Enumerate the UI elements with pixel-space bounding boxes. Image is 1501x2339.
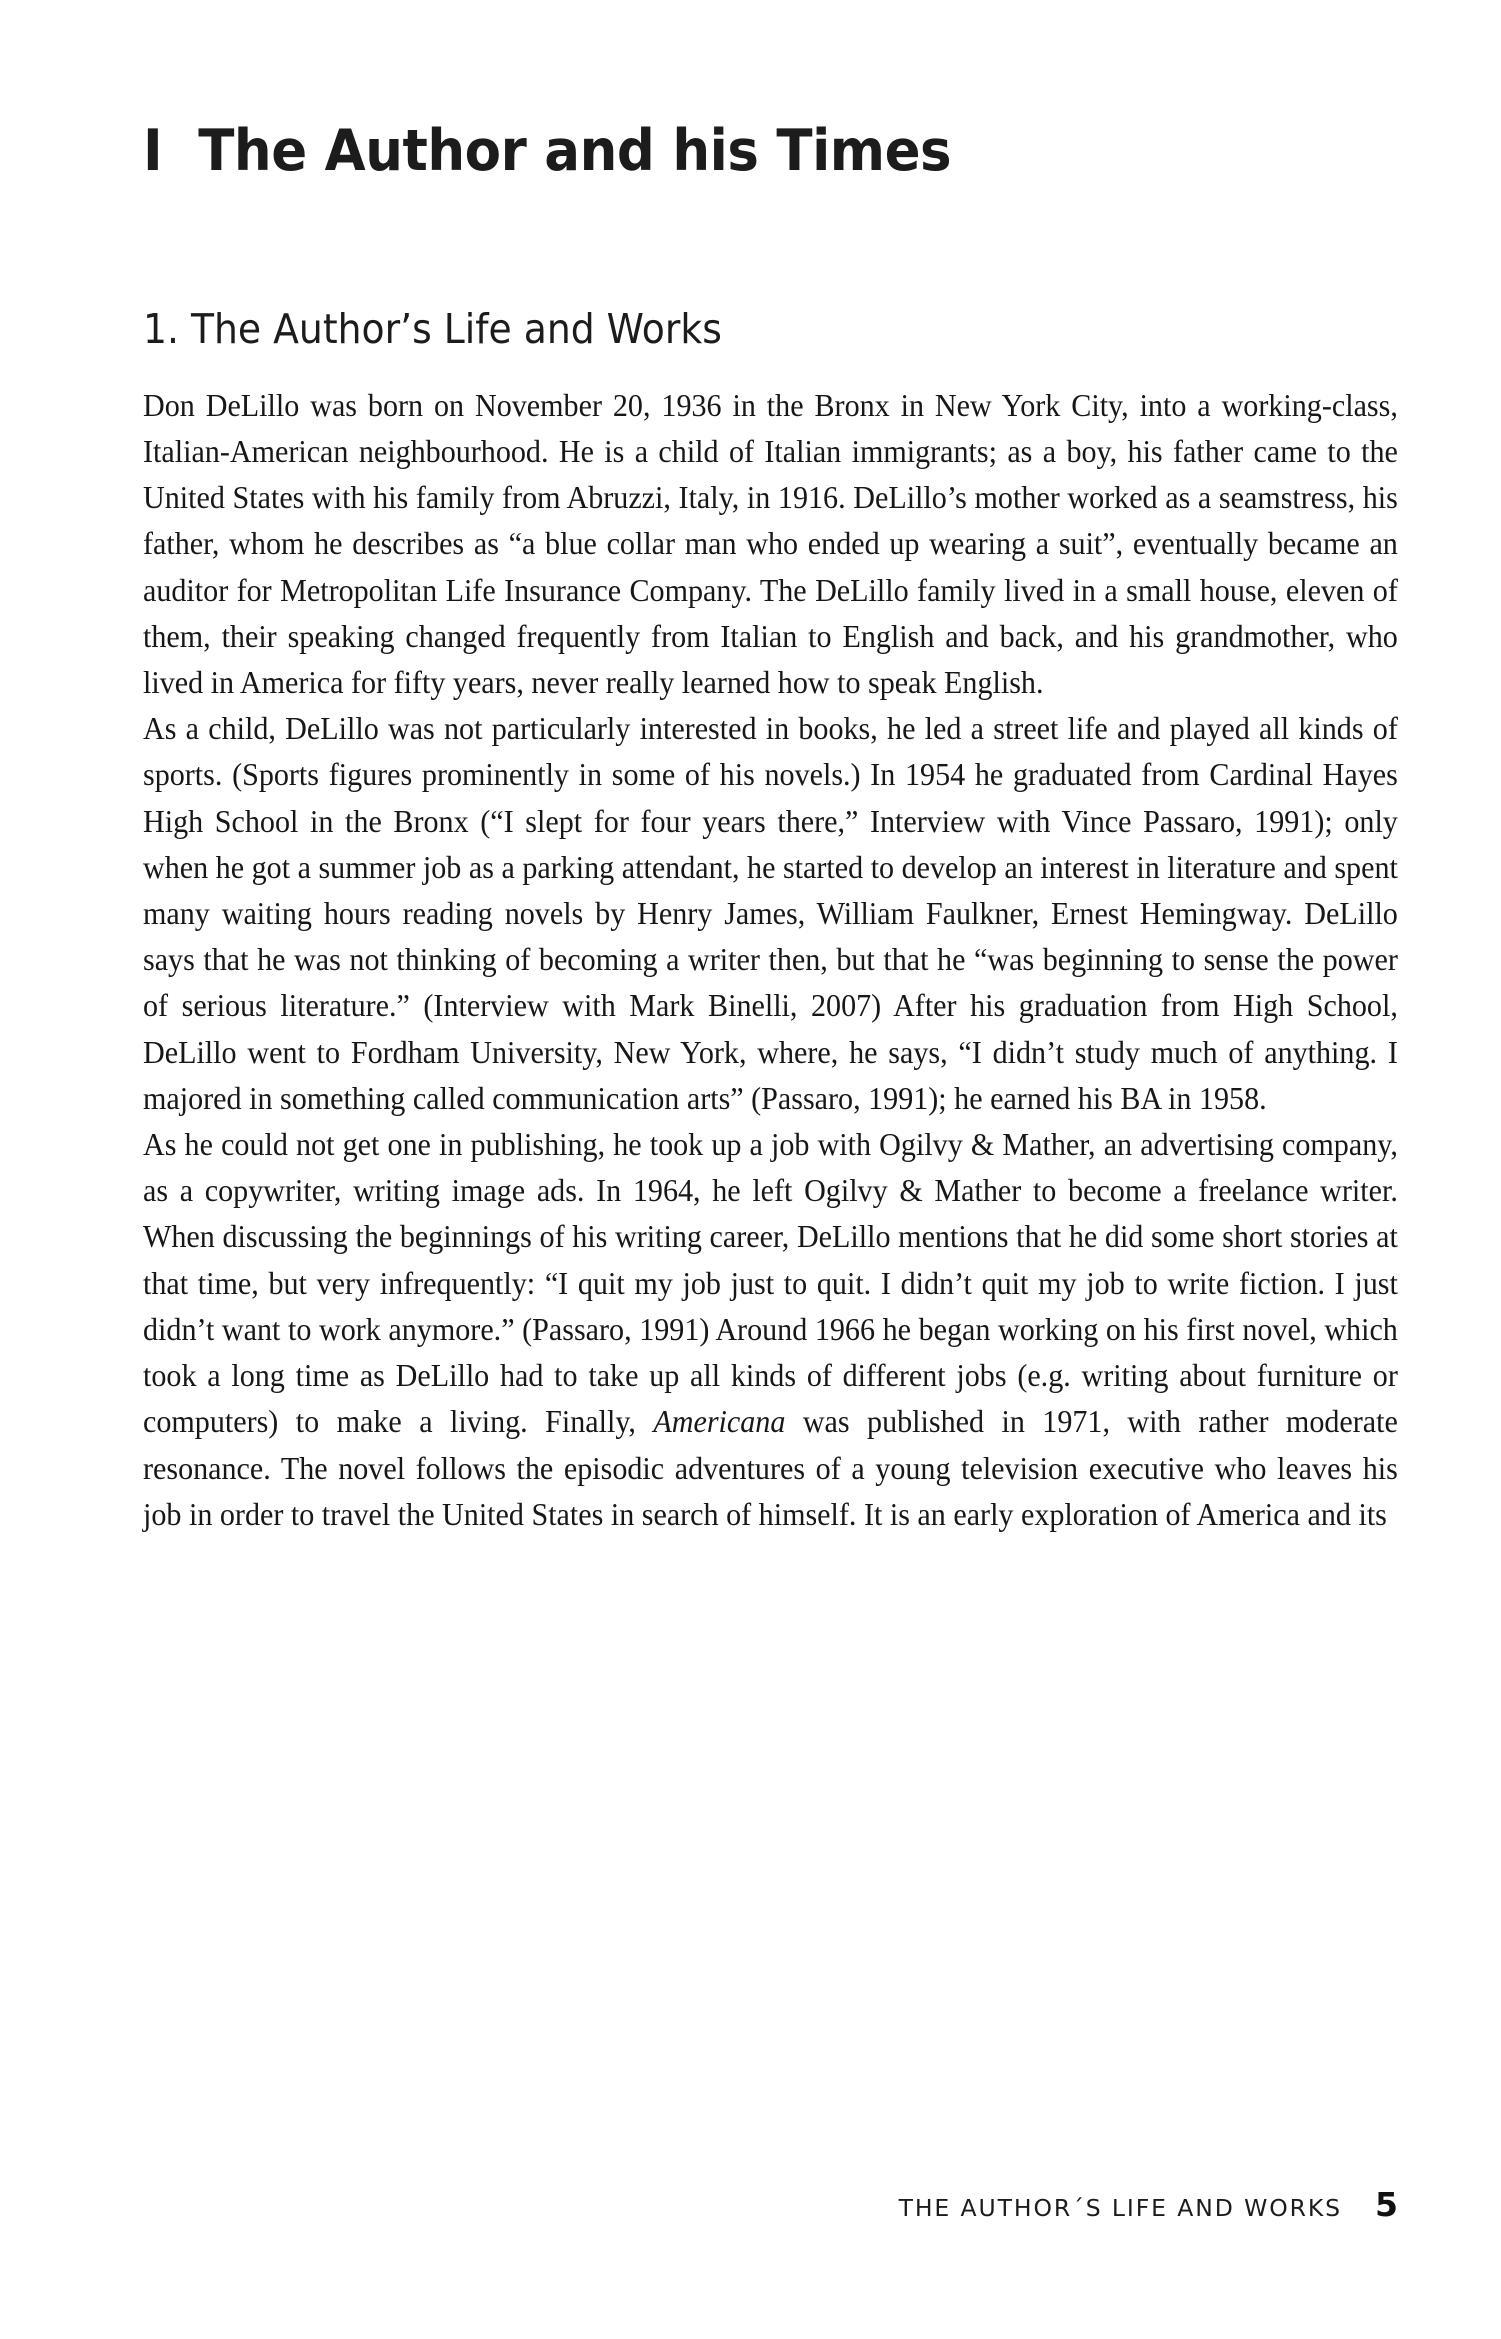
paragraph-3-text-after-title: was published in 1971, with rather moderate resonance. The novel follows the episodic adventures of a young television executive who leaves his job in order to travel the United States in search of himself. It is an early exploration of America and its <box>143 1404 1398 1532</box>
footer-running-head: THE AUTHOR´S LIFE AND WORKS <box>898 2194 1342 2222</box>
page-footer <box>143 2185 1398 2224</box>
body-text <box>143 353 1398 1538</box>
chapter-title: I The Author and his Times <box>143 118 952 184</box>
paragraph-3 <box>143 1122 1398 1538</box>
footer-page-number: 5 <box>1375 2185 1398 2224</box>
paragraph-2: As a child, DeLillo was not particularly interested in books, he led a street life and played all kinds of sports. (Sports figures prominently in some of his novels.) In 1954 he graduated from Cardinal Hayes High School in the Bronx (“I slept for four years there,” Interview with Vince Passaro, 1991); only when he got a summer job as a parking attendant, he started to develop an interest in literature and spent many waiting hours reading novels by Henry James, William Faulkner, Ernest Hemingway. DeLillo says that he was not thinking of becoming a writer then, but that he “was beginning to sense the power of serious literature.” (Interview with Mark Binelli, 2007) After his graduation from High School, DeLillo went to Fordham University, New York, where, he says, “I didn’t study much of anything. I majored in something called communication arts” (Passaro, 1991); he earned his BA in 1958. <box>143 711 1398 1116</box>
novel-title-americana: Americana <box>653 1404 786 1440</box>
paragraph-1: Don DeLillo was born on November 20, 1936 in the Bronx in New York City, into a working-class, Italian-American neighbourhood. He is a child of Italian immigrants; as a boy, his father came to the United States with his family from Abruzzi, Italy, in 1916. DeLillo’s mother worked as a seamstress, his father, whom he describes as “a blue collar man who ended up wearing a suit”, eventually became an auditor for Metropolitan Life Insurance Company. The DeLillo family lived in a small house, eleven of them, their speaking changed frequently from Italian to English and back, and his grandmother, who lived in America for fifty years, never really learned how to speak English. <box>143 387 1398 701</box>
section-heading: 1. The Author’s Life and Works <box>143 304 722 353</box>
paragraph-3-text-before-title: As he could not get one in publishing, he took up a job with Ogilvy & Mather, an advertising company, as a copywriter, writing image ads. In 1964, he left Ogilvy & Mather to become a freelance writer. When discussing the beginnings of his writing career, DeLillo mentions that he did some short stories at that time, but very infrequently: “I quit my job just to quit. I didn’t quit my job to write fiction. I just didn’t want to work anymore.” (Passaro, 1991) Around 1966 he began working on his first novel, which took a long time as DeLillo had to take up all kinds of different jobs (e.g. writing about furniture or computers) to make a living. Finally, <box>143 1127 1398 1440</box>
page-content <box>143 0 1398 1538</box>
